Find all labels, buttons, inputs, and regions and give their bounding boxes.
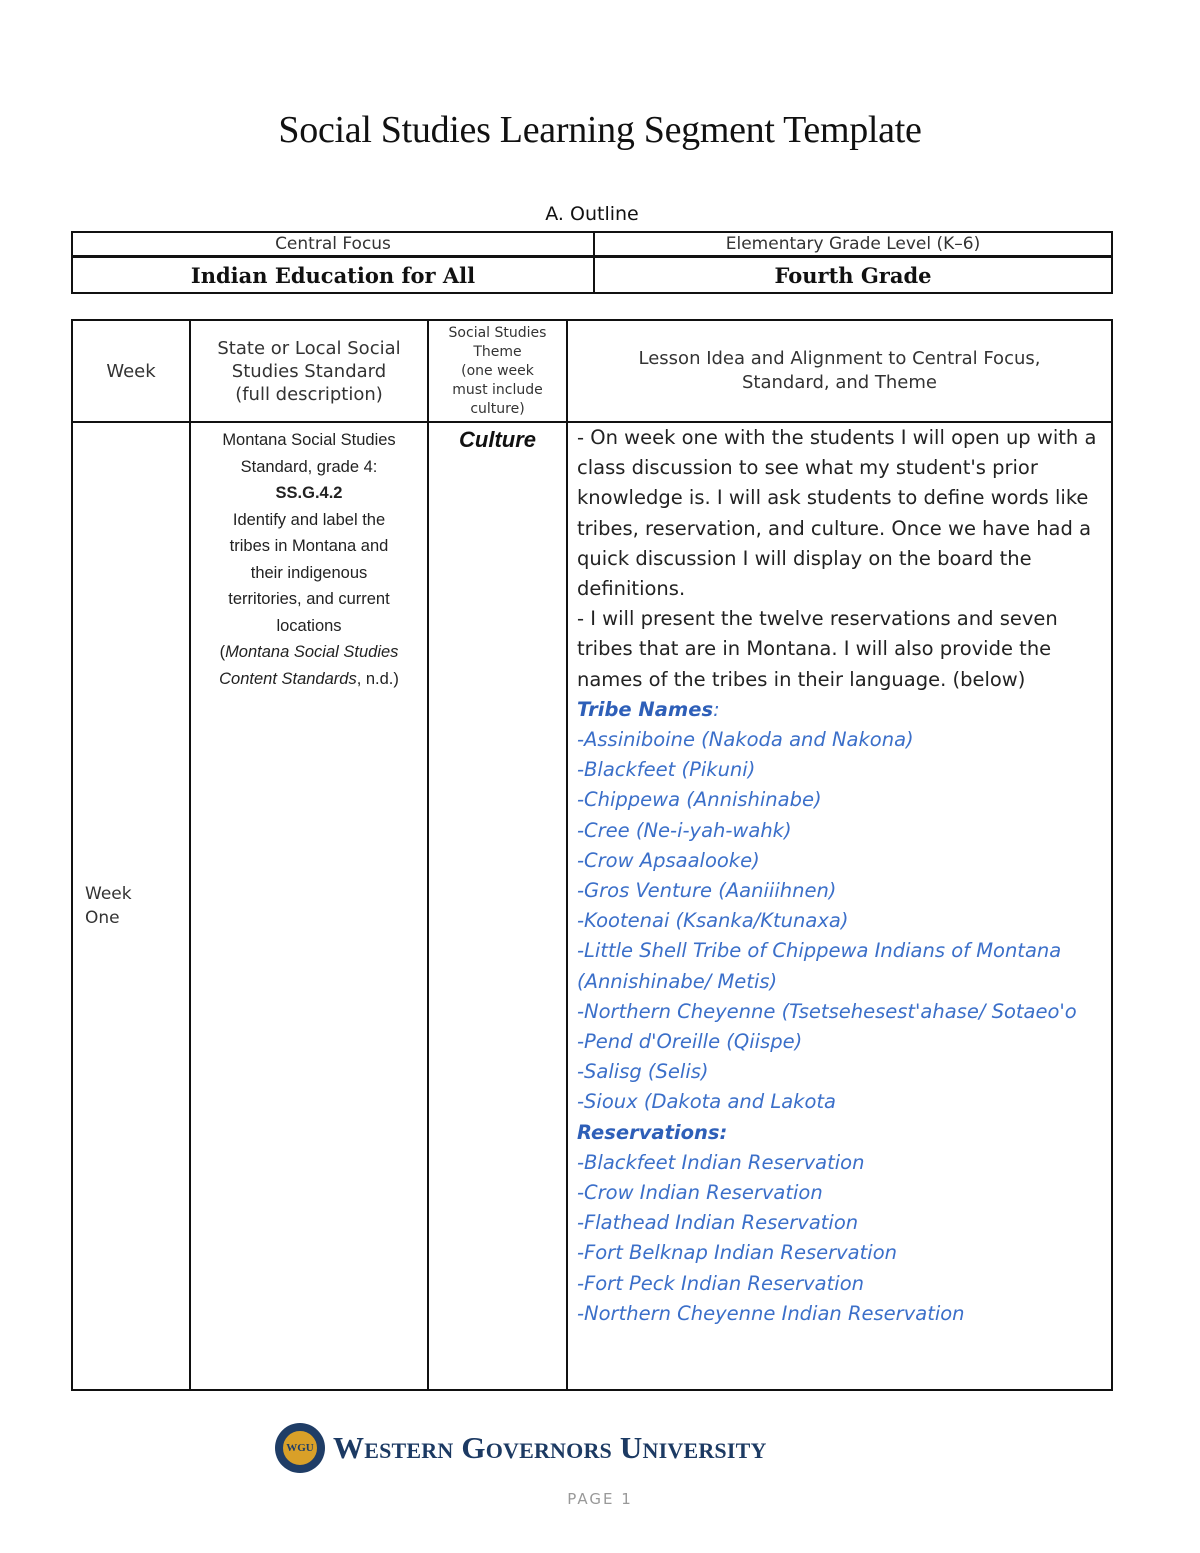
- reservations-heading: Reservations:: [577, 1120, 728, 1144]
- list-item: -Little Shell Tribe of Chippewa Indians of Montana (Annishinabe/ Metis): [577, 939, 1062, 993]
- standard-header: [190, 320, 428, 422]
- standard-description-line: locations: [276, 616, 342, 635]
- standard-description-line: territories, and current: [228, 590, 390, 608]
- list-item: -Northern Cheyenne (Tsetsehesest'ahase/ Sotaeo'o: [577, 999, 1077, 1023]
- list-item: -Gros Venture (Aaniiihnen): [577, 879, 837, 903]
- learning-segment-table: [71, 319, 1113, 1391]
- standard-header-line: Studies Standard: [231, 360, 387, 382]
- list-item: -Blackfeet (Pikuni): [577, 758, 756, 782]
- list-item: -Cree (Ne-i-yah-wahk): [577, 818, 792, 842]
- central-focus-value: Indian Education for All: [72, 257, 594, 294]
- week-header: Week: [72, 320, 190, 422]
- standard-cell: [190, 422, 428, 1390]
- tribe-names-heading-text: Tribe Names: [577, 697, 714, 721]
- theme-header-line: (one week: [461, 362, 534, 379]
- lesson-header-line: Lesson Idea and Alignment to Central Focus,: [638, 348, 1041, 369]
- theme-header-line: must include: [452, 381, 543, 398]
- list-item: -Kootenai (Ksanka/Ktunaxa): [577, 909, 849, 933]
- list-item: -Salisg (Selis): [577, 1060, 709, 1084]
- tribe-names-heading: [577, 695, 1105, 725]
- wgu-seal-text: WGU: [282, 1430, 318, 1466]
- table-row: [72, 422, 1112, 1390]
- heading-colon: :: [713, 697, 720, 721]
- standard-header-line: State or Local Social: [217, 337, 401, 359]
- citation-title: Montana Social Studies Content Standards: [219, 643, 399, 688]
- document-title: Social Studies Learning Segment Template: [278, 109, 922, 151]
- wgu-logo: [275, 1423, 767, 1473]
- list-item: -Fort Peck Indian Reservation: [577, 1271, 864, 1295]
- theme-cell: Culture: [428, 422, 567, 1390]
- standard-citation: [191, 639, 427, 692]
- standard-header-line: (full description): [235, 383, 383, 405]
- list-item: -Pend d'Oreille (Qiispe): [577, 1030, 803, 1054]
- list-item: -Chippewa (Annishinabe): [577, 788, 822, 812]
- central-focus-header: Central Focus: [72, 232, 594, 257]
- citation-open: (: [219, 643, 226, 661]
- lesson-paragraph: - On week one with the students I will open up with a class discussion to see what my student's prior knowledge is. I will ask students to define words like tribes, reservation, and culture. Once we have had a quick discussion I will display on the board the definitions.: [577, 426, 1097, 601]
- lesson-header: [567, 320, 1112, 422]
- wgu-wordmark: Western Governors University: [333, 1430, 767, 1465]
- theme-header-line: Social Studies: [448, 324, 547, 341]
- week-number: One: [85, 908, 120, 928]
- lesson-paragraph: - I will present the twelve reservations and seven tribes that are in Montana. I will also provide the names of the tribes in their language. (below): [577, 607, 1058, 691]
- standard-intro-line: Standard, grade 4:: [240, 457, 378, 476]
- standard-intro-line: Montana Social Studies: [222, 431, 396, 449]
- list-item: -Crow Apsaalooke): [577, 848, 760, 872]
- list-item: -Sioux (Dakota and Lakota: [577, 1090, 836, 1114]
- grade-level-header: Elementary Grade Level (K–6): [594, 232, 1112, 257]
- citation-close: , n.d.): [356, 669, 399, 688]
- outline-table: [71, 231, 1113, 294]
- standard-description-line: their indigenous: [250, 563, 368, 582]
- list-item: -Northern Cheyenne Indian Reservation: [577, 1301, 965, 1325]
- theme-header: [428, 320, 567, 422]
- standard-code: SS.G.4.2: [275, 484, 343, 502]
- week-label: Week: [85, 884, 132, 904]
- standard-description-line: tribes in Montana and: [229, 537, 389, 555]
- lesson-header-line: Standard, and Theme: [741, 372, 937, 393]
- list-item: -Assiniboine (Nakoda and Nakona): [577, 728, 914, 752]
- list-item: -Fort Belknap Indian Reservation: [577, 1241, 897, 1265]
- standard-description-line: Identify and label the: [232, 510, 386, 529]
- list-item: -Flathead Indian Reservation: [577, 1211, 859, 1235]
- wgu-seal-icon: [275, 1423, 325, 1473]
- page-number: PAGE 1: [567, 1490, 633, 1508]
- grade-level-value: Fourth Grade: [594, 257, 1112, 294]
- theme-header-line: Theme: [473, 343, 522, 360]
- section-label: A. Outline: [545, 203, 639, 225]
- lesson-cell: [567, 422, 1112, 1390]
- week-cell: [72, 422, 190, 1390]
- theme-header-line: culture): [470, 400, 525, 417]
- list-item: -Blackfeet Indian Reservation: [577, 1150, 865, 1174]
- list-item: -Crow Indian Reservation: [577, 1181, 823, 1205]
